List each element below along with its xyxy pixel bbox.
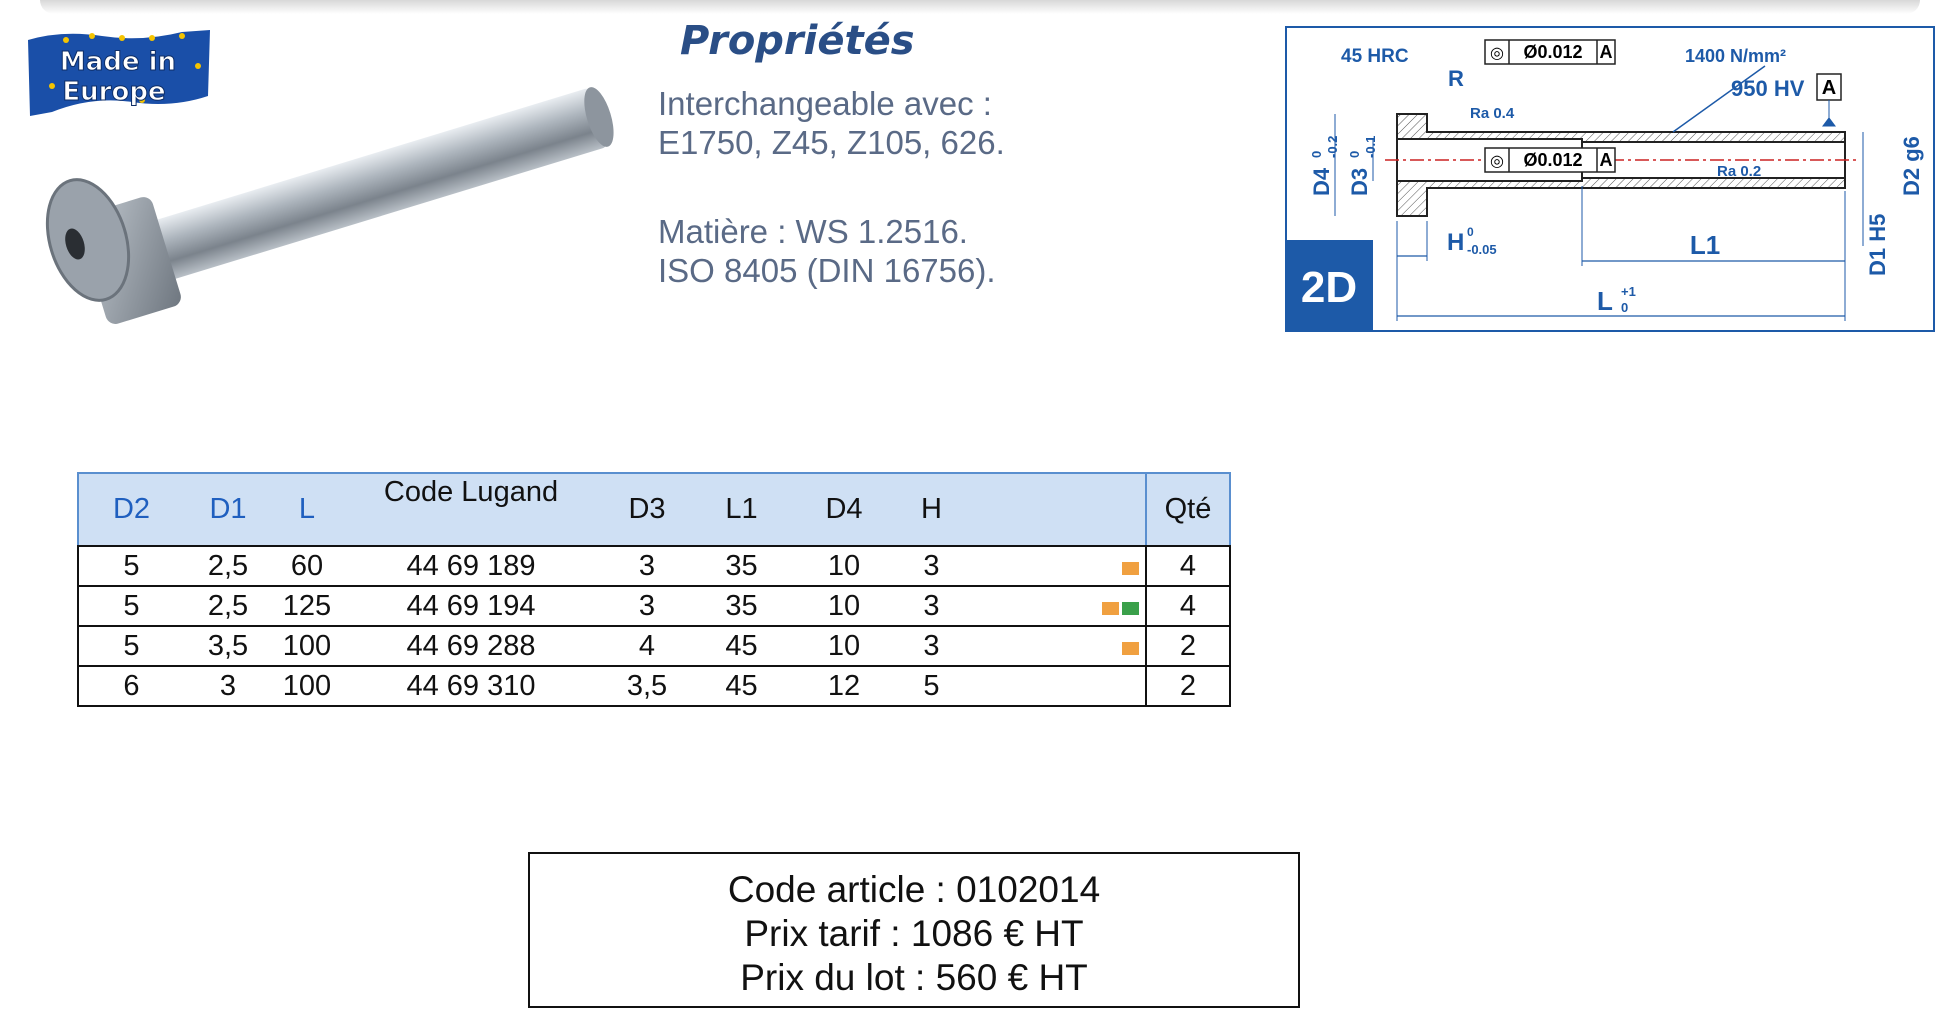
- top-shadow-bar: [40, 0, 1920, 14]
- article-code: Code article : 0102014: [727, 869, 1101, 910]
- svg-text:0: 0: [1309, 150, 1324, 158]
- table-cell: 2,5: [184, 546, 272, 586]
- table-cell: 44 69 288: [342, 626, 600, 666]
- svg-text:+1: +1: [1621, 284, 1636, 299]
- material-line: Matière : WS 1.2516.: [658, 213, 968, 250]
- table-cell: 3: [184, 666, 272, 706]
- table-row: [78, 626, 1230, 666]
- table-cell: 6: [78, 666, 184, 706]
- compat-label: Interchangeable avec :: [658, 85, 992, 122]
- header-d3: D3: [600, 473, 694, 546]
- qty-cell: 2: [1146, 666, 1230, 706]
- datum-box: A: [1821, 77, 1837, 99]
- svg-text:A: A: [1599, 42, 1613, 62]
- table-cell: 100: [272, 666, 342, 706]
- tolerance-frame-middle: [1485, 148, 1615, 172]
- header-l: L: [272, 473, 342, 546]
- table-cell: 2,5: [184, 586, 272, 626]
- table-cell: 5: [899, 666, 964, 706]
- table-cell: 3: [600, 546, 694, 586]
- header-d2: D2: [78, 473, 184, 546]
- qty-cell: 2: [1146, 626, 1230, 666]
- table-cell: 3,5: [184, 626, 272, 666]
- availability-marks: [964, 586, 1146, 626]
- table-row: [78, 586, 1230, 626]
- table-cell: 3: [899, 626, 964, 666]
- table-row: [78, 546, 1230, 586]
- availability-marks: [964, 546, 1146, 586]
- hardness-label: 45 HRC: [1341, 46, 1409, 67]
- logo-line2: Europe: [62, 77, 166, 107]
- svg-text:A: A: [1599, 150, 1613, 170]
- table-cell: 5: [78, 626, 184, 666]
- table-cell: 10: [789, 626, 899, 666]
- table-cell: 35: [694, 546, 789, 586]
- roughness-1: Ra 0.4: [1470, 105, 1515, 122]
- svg-text:Ø0.012: Ø0.012: [1523, 150, 1583, 170]
- table-cell: 44 69 189: [342, 546, 600, 586]
- product-table: [77, 472, 1231, 707]
- logo-line1: Made in: [59, 47, 177, 77]
- table-cell: 44 69 310: [342, 666, 600, 706]
- dim-d1: D1 H5: [1865, 213, 1890, 276]
- availability-marks: [964, 666, 1146, 706]
- svg-text:-0.2: -0.2: [1325, 135, 1340, 158]
- availability-mark: [1122, 642, 1139, 655]
- technical-drawing: [1285, 26, 1935, 332]
- badge-2d: 2D: [1300, 263, 1358, 312]
- svg-text:◎: ◎: [1490, 45, 1504, 62]
- svg-text:-0.1: -0.1: [1363, 135, 1378, 158]
- table-cell: 45: [694, 666, 789, 706]
- radius-label: R: [1448, 66, 1464, 91]
- table-cell: 60: [272, 546, 342, 586]
- header-d1: D1: [184, 473, 272, 546]
- table-row: [78, 666, 1230, 706]
- table-cell: 3: [899, 586, 964, 626]
- table-cell: 35: [694, 586, 789, 626]
- svg-text:Ø0.012: Ø0.012: [1523, 42, 1583, 62]
- svg-text:0: 0: [1621, 300, 1629, 315]
- availability-mark: [1122, 562, 1139, 575]
- dim-l: L: [1597, 286, 1613, 316]
- dim-d2: D2 g6: [1899, 136, 1924, 196]
- table-cell: 45: [694, 626, 789, 666]
- qty-cell: 4: [1146, 586, 1230, 626]
- compat-list: E1750, Z45, Z105, 626.: [658, 124, 1005, 161]
- table-cell: 3,5: [600, 666, 694, 706]
- availability-mark: [1122, 602, 1139, 615]
- header-code: Code Lugand: [342, 473, 600, 546]
- dim-l1: L1: [1689, 230, 1721, 260]
- ejector-pin-image: [30, 60, 640, 330]
- dim-d3: D3: [1347, 167, 1372, 196]
- table-cell: 3: [600, 586, 694, 626]
- lot-price: Prix du lot : 560 € HT: [740, 957, 1088, 998]
- table-cell: 4: [600, 626, 694, 666]
- table-cell: 100: [272, 626, 342, 666]
- header-marks: [964, 473, 1146, 546]
- availability-marks: [964, 626, 1146, 666]
- properties-text: [658, 84, 1005, 290]
- table-cell: 44 69 194: [342, 586, 600, 626]
- svg-text:0: 0: [1347, 150, 1362, 158]
- table-cell: 5: [78, 546, 184, 586]
- header-h: H: [899, 473, 964, 546]
- table-cell: 10: [789, 546, 899, 586]
- header-d4: D4: [789, 473, 899, 546]
- dim-h: H: [1447, 229, 1465, 256]
- header-qty: Qté: [1146, 473, 1230, 546]
- table-cell: 10: [789, 586, 899, 626]
- table-cell: 3: [899, 546, 964, 586]
- table-cell: 125: [272, 586, 342, 626]
- properties-title: Propriétés: [680, 18, 915, 64]
- table-cell: 5: [78, 586, 184, 626]
- svg-text:◎: ◎: [1490, 153, 1504, 170]
- table-header-row: [78, 473, 1230, 546]
- price-box: [528, 852, 1300, 1008]
- roughness-2: Ra 0.2: [1717, 163, 1762, 180]
- dim-d4: D4: [1309, 167, 1334, 196]
- list-price: Prix tarif : 1086 € HT: [744, 913, 1084, 954]
- header-l1: L1: [694, 473, 789, 546]
- svg-text:-0.05: -0.05: [1467, 242, 1497, 257]
- availability-mark: [1102, 602, 1119, 615]
- standard-line: ISO 8405 (DIN 16756).: [658, 252, 996, 289]
- strength-label: 1400 N/mm²: [1685, 46, 1787, 66]
- surface-hardness-label: 950 HV: [1731, 76, 1805, 101]
- qty-cell: 4: [1146, 546, 1230, 586]
- svg-text:0: 0: [1467, 225, 1474, 239]
- table-cell: 12: [789, 666, 899, 706]
- tolerance-frame-top: [1485, 40, 1615, 64]
